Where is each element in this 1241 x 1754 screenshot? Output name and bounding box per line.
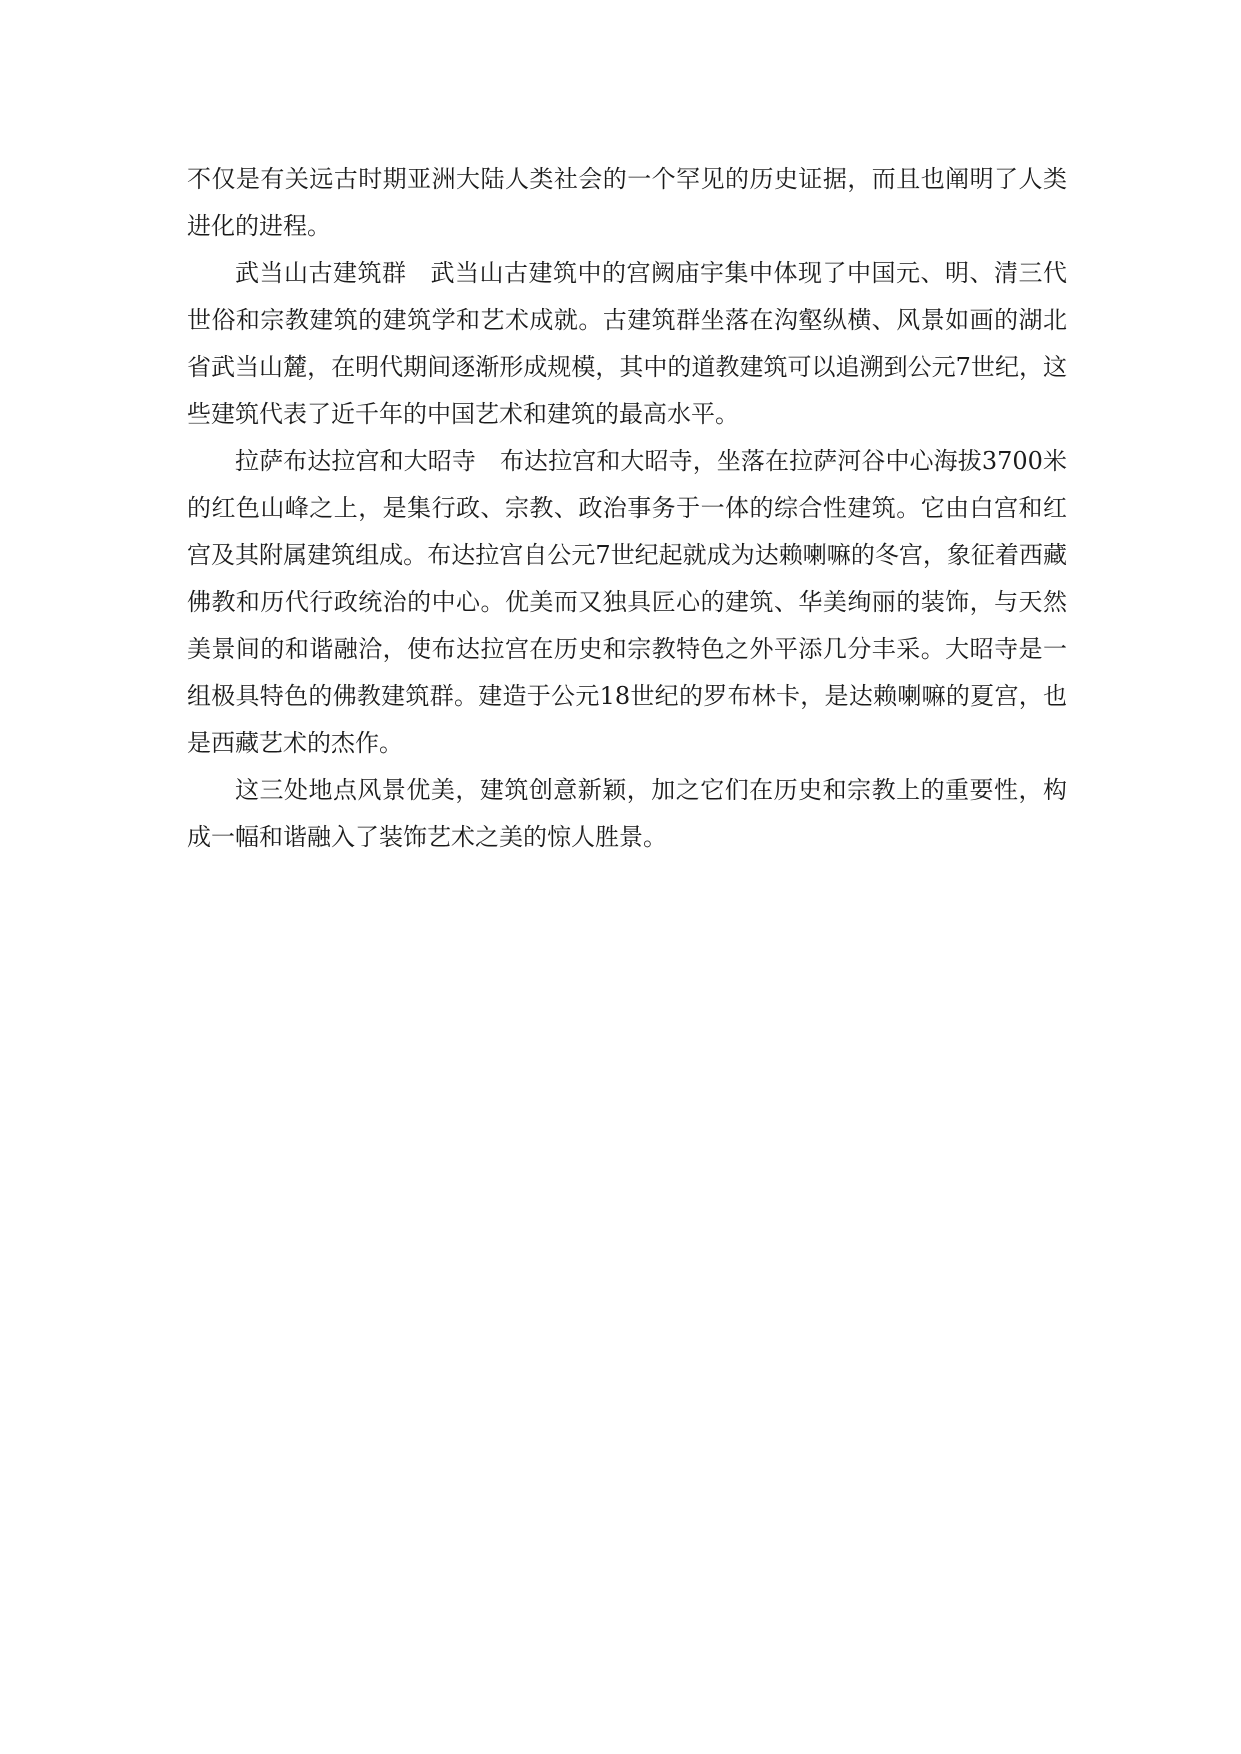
document-body — [187, 156, 1067, 861]
paragraph-heading: 拉萨布达拉宫和大昭寺 — [235, 447, 476, 475]
paragraph-continuation — [187, 156, 1067, 250]
paragraph-wudang — [187, 250, 1067, 438]
paragraph-heading: 武当山古建筑群 — [235, 259, 407, 287]
paragraph-potala — [187, 438, 1067, 767]
paragraph-body: 这三处地点风景优美，建筑创意新颖，加之它们在历史和宗教上的重要性，构成一幅和谐融入了装饰艺术之美的惊人胜景。 — [187, 776, 1067, 851]
paragraph-conclusion — [187, 767, 1067, 861]
paragraph-body: 布达拉宫和大昭寺，坐落在拉萨河谷中心海拔3700米的红色山峰之上，是集行政、宗教、政治事务于一体的综合性建筑。它由白宫和红宫及其附属建筑组成。布达拉宫自公元7世纪起就成为达赖喇嘛的冬宫，象征着西藏佛教和历代行政统治的中心。优美而又独具匠心的建筑、华美绚丽的装饰，与天然美景间的和谐融洽，使布达拉宫在历史和宗教特色之外平添几分丰采。大昭寺是一组极具特色的佛教建筑群。建造于公元18世纪的罗布林卡，是达赖喇嘛的夏宫，也是西藏艺术的杰作。 — [187, 447, 1068, 757]
paragraph-body: 武当山古建筑中的宫阙庙宇集中体现了中国元、明、清三代世俗和宗教建筑的建筑学和艺术成就。古建筑群坐落在沟壑纵横、风景如画的湖北省武当山麓，在明代期间逐渐形成规模，其中的道教建筑可以追溯到公元7世纪，这些建筑代表了近千年的中国艺术和建筑的最高水平。 — [187, 259, 1067, 428]
paragraph-body: 不仅是有关远古时期亚洲大陆人类社会的一个罕见的历史证据，而且也阐明了人类进化的进程。 — [187, 165, 1067, 240]
